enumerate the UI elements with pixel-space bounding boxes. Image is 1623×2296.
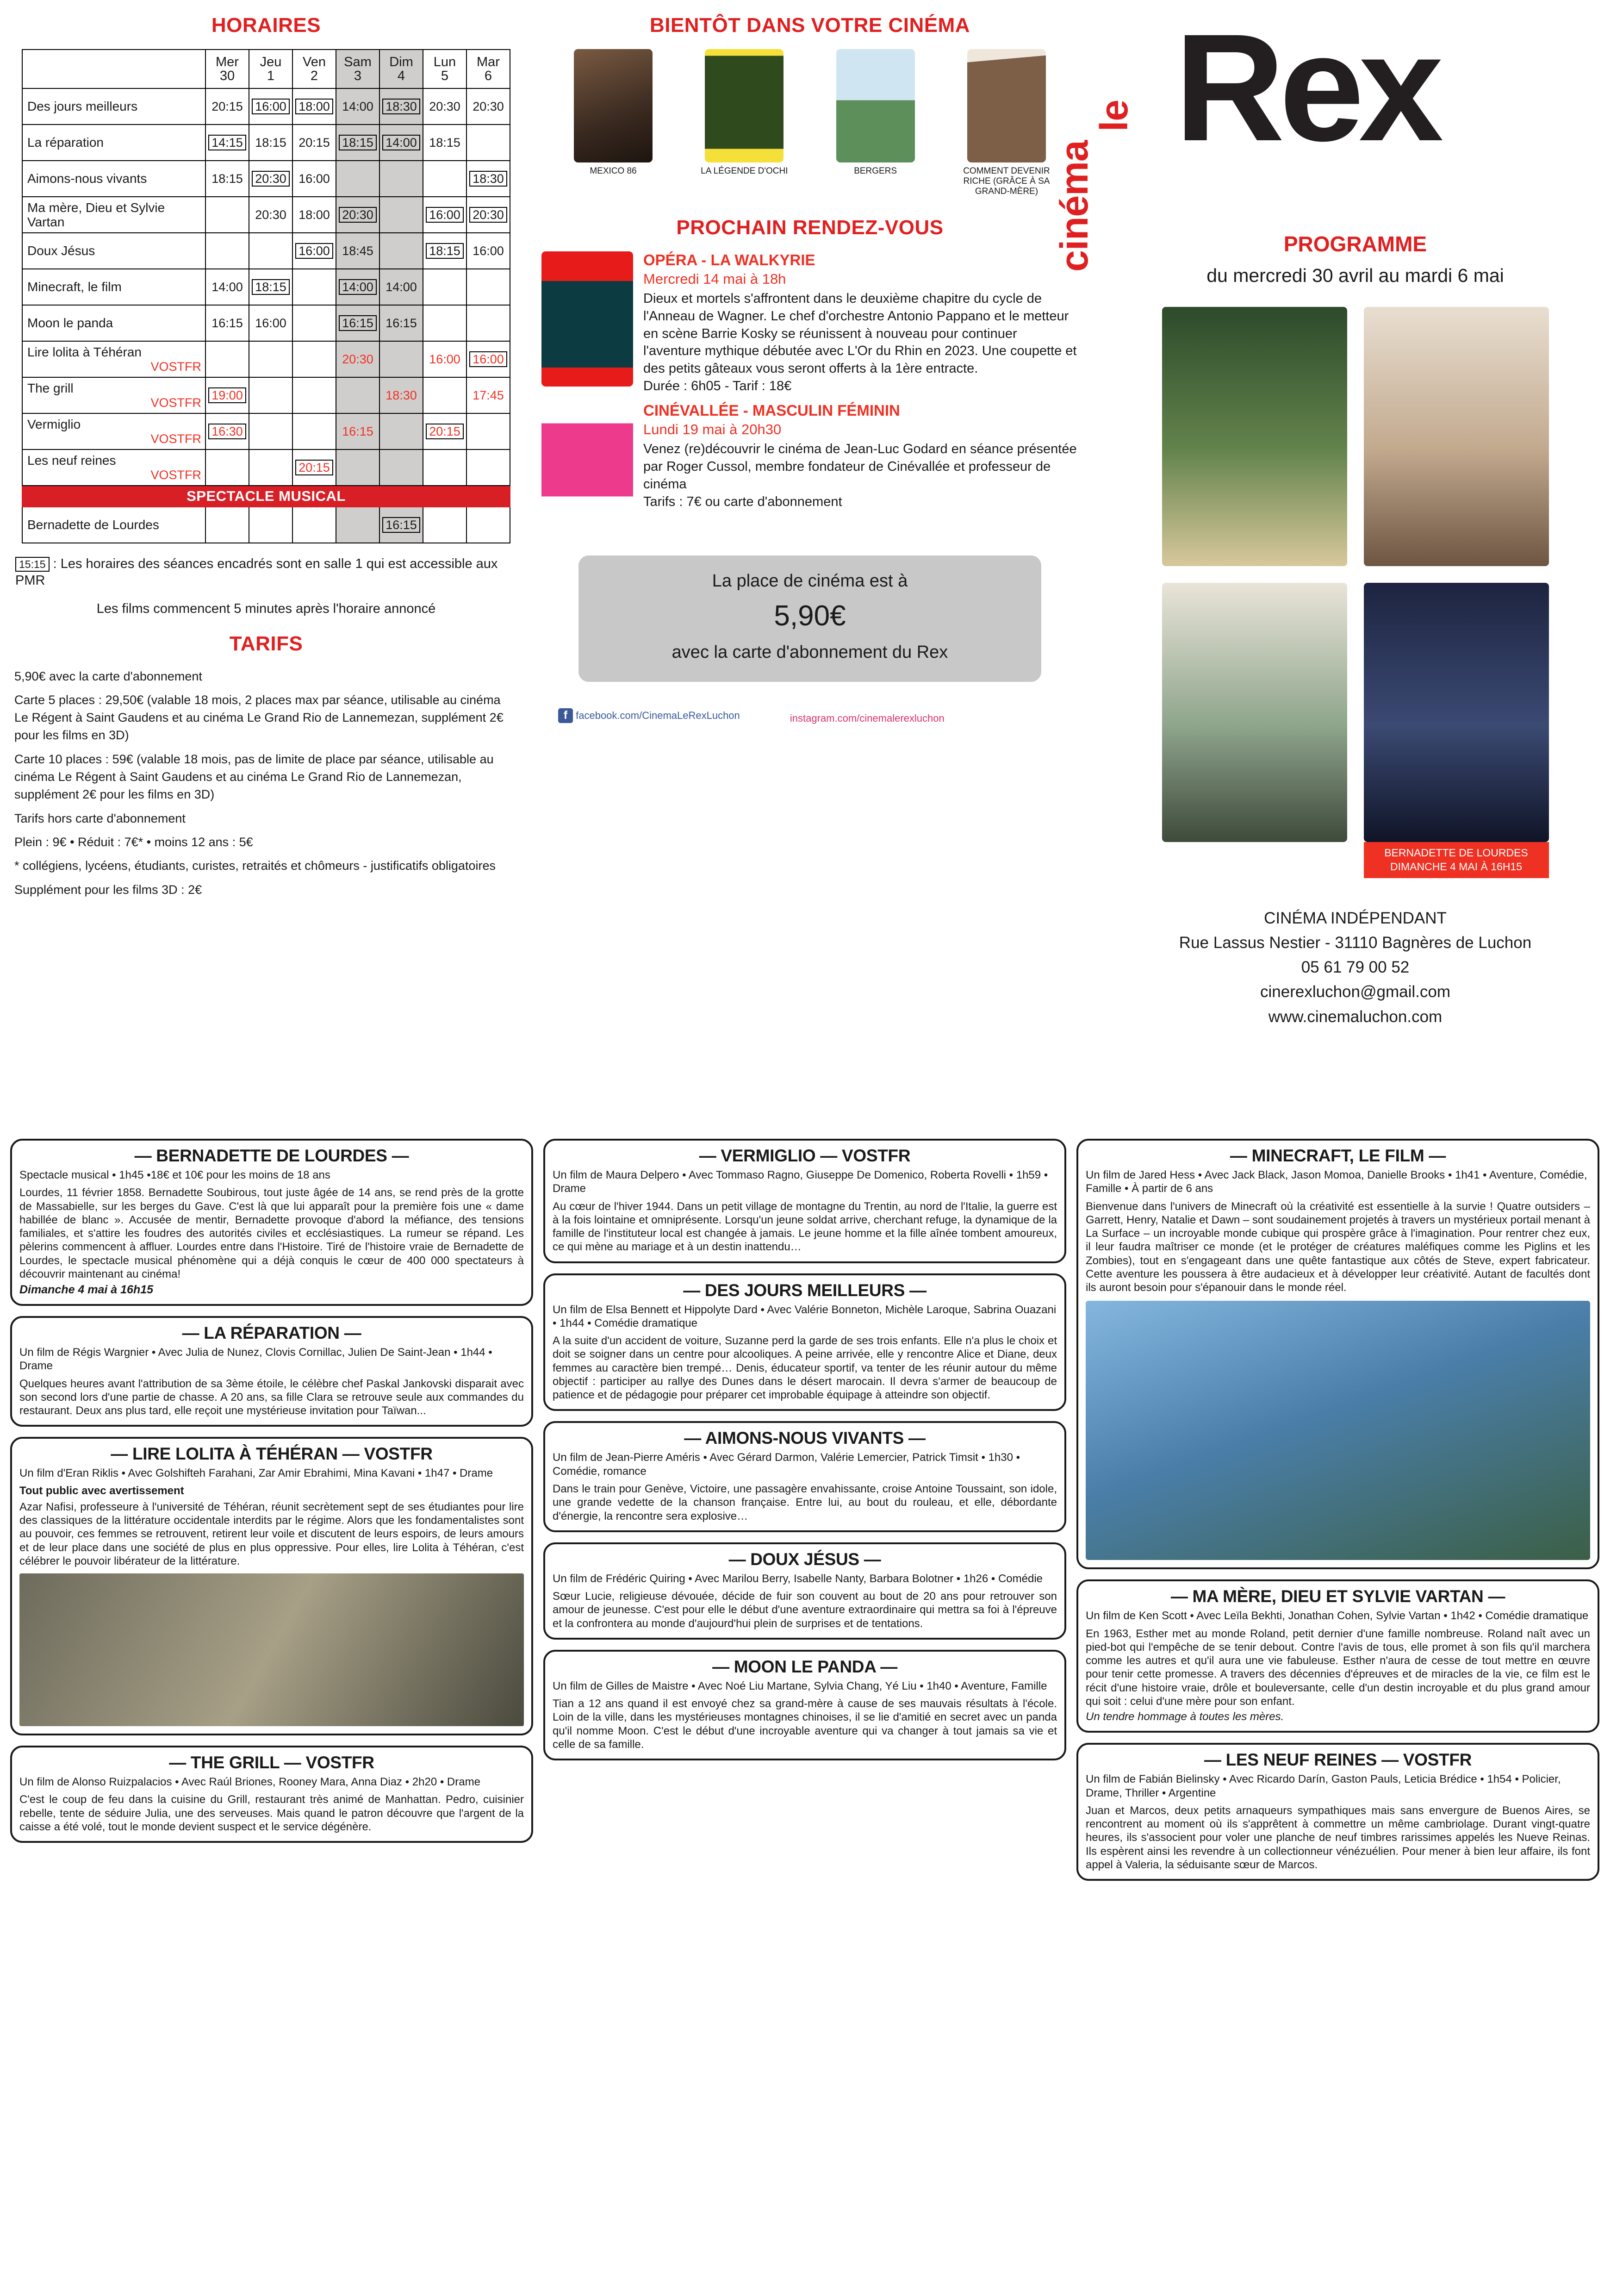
- schedule-time-cell: [379, 449, 423, 486]
- schedule-time-cell: [205, 197, 249, 233]
- schedule-time-cell: [249, 507, 292, 543]
- film-card-synopsis: Sœur Lucie, religieuse dévouée, décide de fuir son couvent au bout de 20 ans pour retrouver son amour de jeunesse. C'est pour elle le début d'une aventure extraordinaire qui mettra sa foi à l'épreuve et la confrontera au monde d'aujourd'hui plein de surprises et de tentations.: [553, 1590, 1057, 1630]
- schedule-film-name: Des jours meilleurs: [22, 88, 205, 125]
- film-card-vostfr-tag: VOSTFR: [364, 1444, 433, 1464]
- film-card-moon: [543, 1650, 1066, 1760]
- schedule-time-cell: 18:00: [292, 197, 336, 233]
- schedule-time-cell: [423, 507, 466, 543]
- schedule-row: [22, 341, 510, 377]
- schedule-time-cell: 16:00: [249, 305, 292, 341]
- event-description: Venez (re)découvrir le cinéma de Jean-Luc Godard en séance présentée par Roger Cussol, membre fondateur de Cinévallée et professeur de cinéma: [643, 442, 1077, 492]
- coming-soon-title: BIENTÔT DANS VOTRE CINÉMA: [649, 14, 970, 37]
- film-cards-col-2: [543, 1139, 1066, 1881]
- schedule-time-cell: 20:15: [292, 125, 336, 161]
- contact-email[interactable]: cinerexluchon@gmail.com: [1260, 983, 1450, 1001]
- schedule-film-name: Doux Jésus: [22, 233, 205, 269]
- schedule-time-cell: 14:00: [336, 269, 379, 305]
- contact-type: CINÉMA INDÉPENDANT: [1264, 909, 1447, 927]
- schedule-time-cell: [466, 449, 510, 486]
- film-card-aimons: [543, 1421, 1066, 1532]
- schedule-day-header: Sam 3: [336, 50, 379, 88]
- schedule-time-cell: 18:15: [423, 125, 466, 161]
- film-card-lolita: [10, 1437, 533, 1735]
- film-card-minecraft: [1076, 1139, 1599, 1569]
- schedule-time-cell: 16:00: [423, 197, 466, 233]
- instagram-handle: instagram.com/cinemalerexluchon: [790, 712, 945, 724]
- schedule-time-cell: [423, 161, 466, 197]
- film-card-meta: Un film de Ken Scott • Avec Leïla Bekhti, Jonathan Cohen, Sylvie Vartan • 1h42 • Comédie dramatique: [1086, 1610, 1589, 1622]
- tarif-line: Tarifs hors carte d'abonnement: [14, 811, 186, 825]
- film-card-meta: Un film de Jean-Pierre Améris • Avec Gérard Darmon, Valérie Lemercier, Patrick Timsit • 1h30 • Comédie, romance: [553, 1451, 1020, 1478]
- event-date: Lundi 19 mai à 20h30: [643, 421, 782, 438]
- film-card-title-text: — THE GRILL —: [169, 1753, 301, 1772]
- schedule-column: [0, 0, 532, 1139]
- film-card-meta: Un film de Régis Wargnier • Avec Julia de Nunez, Clovis Cornillac, Julien De Saint-Jean • 1h44 • Drame: [19, 1346, 492, 1373]
- schedule-time-cell: 16:15: [205, 305, 249, 341]
- schedule-time-cell: [249, 449, 292, 486]
- schedule-time-cell: 16:30: [205, 413, 249, 449]
- price-line-3: avec la carte d'abonnement du Rex: [672, 643, 948, 662]
- brand-column: [1052, 0, 1623, 1139]
- schedule-time-cell: [423, 305, 466, 341]
- schedule-time-cell: 20:30: [423, 88, 466, 125]
- contact-website[interactable]: www.cinemaluchon.com: [1268, 1007, 1443, 1026]
- schedule-film-name: Ma mère, Dieu et Sylvie Vartan: [22, 197, 205, 233]
- film-card-synopsis: En 1963, Esther met au monde Roland, petit dernier d'une famille nombreuse. Roland naît avec un pied-bot qui l'empêche de se tenir debout. Contre l'avis de tous, elle promet à son fils qu'il marchera comme les autres et qu'il aura une vie fabuleuse. Esther n'aura de cesse de tout mettre en œuvre pour tenir cette promesse. A travers des décennies d'épreuves et de miracles de la vie, ce film est le récit d'une histoire vraie, drôle et bouleversante, celle d'un destin incroyable et du plus grand amour qui soit : celui d'une mère pour son enfant.: [1086, 1627, 1590, 1708]
- film-card-vostfr-tag: VOSTFR: [305, 1753, 374, 1772]
- spectacle-header-row: [22, 486, 510, 507]
- film-card-meta: Un film de Maura Delpero • Avec Tommaso Ragno, Giuseppe De Domenico, Roberta Rovelli • 1h59 • Drame: [553, 1169, 1048, 1195]
- schedule-film-name: Minecraft, le film: [22, 269, 205, 305]
- film-card-title: — AIMONS-NOUS VIVANTS —: [684, 1429, 926, 1448]
- schedule-time-cell: [249, 233, 292, 269]
- tarifs-body: [12, 668, 521, 899]
- schedule-row: [22, 377, 510, 413]
- top-section: [0, 0, 1623, 1139]
- schedule-header-row: [22, 50, 510, 88]
- schedule-time-cell: 18:15: [423, 233, 466, 269]
- schedule-time-cell: 20:15: [423, 413, 466, 449]
- schedule-time-cell: 20:30: [336, 197, 379, 233]
- film-card-meta: Un film de Gilles de Maistre • Avec Noé Liu Martane, Sylvia Chang, Yé Liu • 1h40 • Aventure, Famille: [553, 1679, 1047, 1692]
- film-cards-col-3: [1076, 1139, 1599, 1881]
- pmr-sample-time: 15:15: [15, 557, 50, 572]
- schedule-time-cell: 18:15: [205, 161, 249, 197]
- film-cards-section: [0, 1139, 1623, 1881]
- logo-cinema-word: cinéma: [1052, 140, 1096, 272]
- schedule-day-header: Jeu 1: [249, 50, 292, 88]
- vostfr-label: VOSTFR: [150, 431, 201, 446]
- price-highlight-box: [578, 555, 1041, 682]
- schedule-time-cell: 16:15: [379, 305, 423, 341]
- schedule-day-header: Lun 5: [423, 50, 466, 88]
- schedule-time-cell: [379, 413, 423, 449]
- programme-label: PROGRAMME: [1283, 232, 1427, 256]
- contact-phone: 05 61 79 00 52: [1301, 958, 1410, 977]
- schedule-time-cell: 18:15: [336, 125, 379, 161]
- schedule-time-cell: [336, 507, 379, 543]
- film-card-title-text: — LES NEUF REINES —: [1204, 1750, 1399, 1770]
- pmr-note: [12, 555, 521, 589]
- schedule-time-cell: [205, 507, 249, 543]
- coming-soon-posters: [541, 49, 1078, 197]
- film-card-neufreines: [1076, 1743, 1599, 1881]
- film-card-synopsis: Au cœur de l'hiver 1944. Dans un petit village de montagne du Trentin, au nord de l'Italie, la guerre est à la fois lointaine et omniprésente. Lorsqu'un jeune soldat arrive, cherchant refuge, la dynamique de la famille de l'instituteur local est changée à jamais. Le jeune homme et la fille aînée tombent amoureux, ce qui mène au mariage et à un destin inattendu…: [553, 1200, 1057, 1254]
- schedule-time-cell: 20:15: [205, 88, 249, 125]
- schedule-time-cell: [205, 233, 249, 269]
- film-card-title: [19, 1753, 524, 1772]
- film-card-title: [1086, 1750, 1590, 1770]
- film-card-warning: Tout public avec avertissement: [19, 1484, 184, 1497]
- schedule-time-cell: [466, 269, 510, 305]
- schedule-time-cell: [379, 197, 423, 233]
- schedule-row: [22, 88, 510, 125]
- event-date: Mercredi 14 mai à 18h: [643, 270, 786, 287]
- schedule-time-cell: [379, 161, 423, 197]
- vostfr-label: VOSTFR: [150, 359, 201, 374]
- schedule-row: [22, 269, 510, 305]
- event-item: [541, 402, 1078, 537]
- film-card-synopsis: Quelques heures avant l'attribution de sa 3ème étoile, le célèbre chef Paskal Jankovski disparait avec son second lors d'une partie de chasse. A 20 ans, sa fille Clara se retrouve seule aux commandes du restaurant. Deux ans plus tard, elle reçoit une mystérieuse invitation pour Taïwan...: [19, 1377, 524, 1417]
- film-card-synopsis: Azar Nafisi, professeure à l'université de Téhéran, réunit secrètement sept de ses étudiantes pour lire des classiques de la littérature occidentale interdits par le régime. Alors que les fondamentalistes sont au pouvoir, ces femmes se retrouvent, retirent leur voile et discutent de leurs espoirs, de leurs amours et de leur place dans une société de plus en plus oppressive. Pour elles, lire Lolita à Téhéran, c'est célébrer le pouvoir libérateur de la littérature.: [19, 1500, 524, 1567]
- film-card-vostfr-tag: VOSTFR: [842, 1146, 911, 1165]
- event-extra: Durée : 6h05 - Tarif : 18€: [643, 379, 792, 394]
- schedule-film-name: The grill VOSTFR: [22, 377, 205, 413]
- schedule-time-cell: 14:00: [205, 269, 249, 305]
- schedule-row: [22, 305, 510, 341]
- contact-address: Rue Lassus Nestier - 31110 Bagnères de Luchon: [1179, 933, 1532, 952]
- tarif-line: Carte 5 places : 29,50€ (valable 18 mois, 2 places max par séance, utilisable au cinéma Le Régent à Saint Gaudens et au cinéma Le Grand Rio de Lannemezan, supplément 2€ pour les films en 3D): [14, 693, 504, 742]
- schedule-film-name: Bernadette de Lourdes: [22, 507, 205, 543]
- contact-block: [1097, 906, 1614, 1029]
- spectacle-header: SPECTACLE MUSICAL: [22, 486, 510, 507]
- schedule-time-cell: [423, 449, 466, 486]
- schedule-time-cell: 18:15: [249, 269, 292, 305]
- schedule-body: [22, 88, 510, 543]
- event-item: [541, 251, 1078, 396]
- logo-le-word: le: [1092, 100, 1136, 132]
- schedule-time-cell: 14:00: [336, 88, 379, 125]
- film-card-reparation: [10, 1316, 533, 1427]
- schedule-day-header: Mer 30: [205, 50, 249, 88]
- schedule-day-header: Mar 6: [466, 50, 510, 88]
- film-card-meta: Un film de Jared Hess • Avec Jack Black, Jason Momoa, Danielle Brooks • 1h41 • Aventure, Comédie, Famille • À partir de 6 ans: [1086, 1169, 1587, 1195]
- schedule-time-cell: 19:00: [205, 377, 249, 413]
- schedule-film-name: Lire lolita à Téhéran VOSTFR: [22, 341, 205, 377]
- schedule-time-cell: [379, 341, 423, 377]
- schedule-film-name: Vermiglio VOSTFR: [22, 413, 205, 449]
- schedule-time-cell: [292, 341, 336, 377]
- vostfr-label: VOSTFR: [150, 468, 201, 482]
- schedule-time-cell: 16:00: [423, 341, 466, 377]
- coming-soon-item[interactable]: [822, 49, 929, 176]
- schedule-time-cell: 20:30: [466, 88, 510, 125]
- poster-caption: BERGERS: [854, 166, 897, 176]
- schedule-film-name: Les neuf reines VOSTFR: [22, 449, 205, 486]
- schedule-day-header: Ven 2: [292, 50, 336, 88]
- start-note: Les films commencent 5 minutes après l'horaire annoncé: [96, 601, 436, 616]
- event-description: Dieux et mortels s'affrontent dans le deuxième chapitre du cycle de l'Anneau de Wagner. Le chef d'orchestre Antonio Pappano et le metteur en scène Barrie Kosky se réunissent à nouveau pour continuer l'aventure mythique débutée avec L'Or du Rhin en 2023. Une coupette et des petits gâteaux vous seront offerts à la 1ère entracte.: [643, 291, 1077, 376]
- tarif-line: Plein : 9€ • Réduit : 7€* • moins 12 ans : 5€: [14, 835, 253, 849]
- event-title: OPÉRA - LA WALKYRIE: [643, 251, 815, 268]
- schedule-film-name: La réparation: [22, 125, 205, 161]
- coming-soon-item[interactable]: [953, 49, 1060, 197]
- pmr-note-text: : Les horaires des séances encadrés sont en salle 1 qui est accessible aux PMR: [15, 556, 498, 588]
- poster-artwork: [1364, 583, 1549, 842]
- schedule-time-cell: [466, 305, 510, 341]
- poster-artwork: [705, 49, 784, 162]
- featured-poster[interactable]: [1162, 583, 1347, 878]
- events-column: [532, 0, 1088, 1139]
- poster-caption: LA LÉGENDE D'OCHI: [701, 166, 788, 176]
- featured-poster[interactable]: [1364, 307, 1549, 566]
- featured-poster[interactable]: [1162, 307, 1347, 566]
- film-card-synopsis: Lourdes, 11 février 1858. Bernadette Soubirous, tout juste âgée de 14 ans, se rend près de la grotte de Massabielle, sur les berges du Gave. C'est là que lui apparaît pour la première fois une « dame habillée de blanc ». Accusée de mentir, Bernadette provoque d'abord la méfiance, des tensions familiales, et s'attire les foudres des autorités civiles et ecclésiastiques. La rumeur se répand. Les pèlerins commencent à affluer. Lourdes entre dans l'Histoire. Tiré de l'histoire vraie de Bernadette de Lourdes, le spectacle musical phénomène qui a déjà conquis le cœur de 400 000 spectateurs à découvrir maintenant au cinéma!: [19, 1186, 524, 1280]
- film-card-meta: Spectacle musical • 1h45 •18€ et 10€ pour les moins de 18 ans: [19, 1169, 330, 1181]
- film-card-meta: Un film de Frédéric Quiring • Avec Marilou Berry, Isabelle Nanty, Barbara Bolotner • 1h26 • Comédie: [553, 1572, 1043, 1585]
- schedule-time-cell: 16:00: [466, 341, 510, 377]
- film-card-mamere: [1076, 1579, 1599, 1733]
- film-card-title: — BERNADETTE DE LOURDES —: [134, 1146, 409, 1165]
- poster-artwork: [1162, 307, 1347, 566]
- film-card-grill: [10, 1746, 533, 1843]
- schedule-time-cell: 18:15: [249, 125, 292, 161]
- schedule-title: HORAIRES: [211, 14, 321, 37]
- event-extra: Tarifs : 7€ ou carte d'abonnement: [643, 494, 842, 510]
- film-card-still: [1086, 1301, 1590, 1560]
- schedule-day-header: Dim 4: [379, 50, 423, 88]
- event-poster: [541, 251, 633, 387]
- film-card-vostfr-tag: VOSTFR: [1403, 1750, 1472, 1770]
- film-card-vermiglio: [543, 1139, 1066, 1263]
- schedule-time-cell: 16:15: [336, 305, 379, 341]
- schedule-time-cell: [336, 377, 379, 413]
- schedule-time-cell: 16:00: [292, 233, 336, 269]
- schedule-time-cell: 18:30: [466, 161, 510, 197]
- schedule-time-cell: 16:00: [249, 88, 292, 125]
- facebook-handle: facebook.com/CinemaLeRexLuchon: [576, 710, 740, 722]
- schedule-row: [22, 413, 510, 449]
- instagram-link[interactable]: [772, 707, 945, 724]
- film-card-synopsis: C'est le coup de feu dans la cuisine du Grill, restaurant très animé de Manhattan. Pedro, cuisinier rebelle, tente de séduire Julia, une des serveuses. Mais quand le patron découvre que l'argent de la caisse a été volé, tout le monde devient suspect et le service dégénère.: [19, 1793, 524, 1833]
- events-title: PROCHAIN RENDEZ-VOUS: [676, 216, 944, 239]
- schedule-row: [22, 233, 510, 269]
- poster-artwork: [1364, 307, 1549, 566]
- schedule-time-cell: 17:45: [466, 377, 510, 413]
- film-card-meta: Un film de Alonso Ruizpalacios • Avec Raúl Briones, Rooney Mara, Anna Diaz • 2h20 • Drame: [19, 1776, 480, 1789]
- featured-posters: [1097, 307, 1614, 878]
- film-card-title: — MA MÈRE, DIEU ET SYLVIE VARTAN —: [1170, 1587, 1505, 1606]
- instagram-icon: [772, 707, 787, 722]
- schedule-time-cell: 20:30: [466, 197, 510, 233]
- schedule-time-cell: [423, 377, 466, 413]
- schedule-film-name: Aimons-nous vivants: [22, 161, 205, 197]
- schedule-table: [22, 49, 510, 543]
- schedule-time-cell: 20:30: [336, 341, 379, 377]
- film-card-showtime: Dimanche 4 mai à 16h15: [19, 1283, 154, 1297]
- schedule-time-cell: 14:00: [379, 125, 423, 161]
- film-card-title: — MINECRAFT, LE FILM —: [1230, 1146, 1446, 1165]
- film-card-doux: [543, 1542, 1066, 1640]
- film-card-title: [19, 1444, 524, 1464]
- film-card-meta: Un film de Elsa Bennett et Hippolyte Dard • Avec Valérie Bonneton, Michèle Laroque, Sabrina Ouazani • 1h44 • Comédie dramatique: [553, 1303, 1057, 1329]
- film-card-title-text: — VERMIGLIO —: [699, 1146, 838, 1165]
- schedule-time-cell: [249, 341, 292, 377]
- film-card-title: — DES JOURS MEILLEURS —: [683, 1280, 927, 1300]
- schedule-time-cell: [292, 413, 336, 449]
- schedule-time-cell: [205, 341, 249, 377]
- film-card-synopsis: Tian a 12 ans quand il est envoyé chez sa grand-mère à cause de ses mauvais résultats à l'école. Loin de la ville, dans les mystérieuses montagnes chinoises, il se lie d'amitié en secret avec un panda qu'il nomme Moon. C'est le début d'une incroyable aventure qui va changer à tout jamais sa vie et celle de sa famille.: [553, 1697, 1057, 1751]
- film-card-meta: Un film d'Eran Riklis • Avec Golshifteh Farahani, Zar Amir Ebrahimi, Mina Kavani • 1h47 • Drame: [19, 1467, 493, 1480]
- poster-artwork: [967, 49, 1046, 162]
- schedule-time-cell: 20:15: [292, 449, 336, 486]
- facebook-link[interactable]: [558, 708, 740, 723]
- schedule-row: [22, 197, 510, 233]
- schedule-row: [22, 161, 510, 197]
- schedule-time-cell: [423, 269, 466, 305]
- events-list: [541, 251, 1078, 537]
- schedule-time-cell: 16:15: [336, 413, 379, 449]
- schedule-time-cell: 20:30: [249, 197, 292, 233]
- schedule-time-cell: [292, 305, 336, 341]
- schedule-time-cell: [292, 507, 336, 543]
- tarifs-title: TARIFS: [229, 632, 303, 655]
- tarif-line: Carte 10 places : 59€ (valable 18 mois, pas de limite de place par séance, utilisable au cinéma Le Régent à Saint Gaudens et au cinéma Le Grand Rio de Lannemezan, supplément 2€ pour les films en 3D): [14, 752, 494, 802]
- schedule-time-cell: [466, 507, 510, 543]
- schedule-time-cell: [249, 377, 292, 413]
- schedule-time-cell: 20:30: [249, 161, 292, 197]
- film-card-title: [553, 1146, 1057, 1166]
- featured-poster[interactable]: [1364, 583, 1549, 878]
- film-cards-col-1: [10, 1139, 533, 1881]
- event-poster: [541, 402, 633, 537]
- schedule-time-cell: [379, 233, 423, 269]
- schedule-time-cell: 18:45: [336, 233, 379, 269]
- film-card-bernadette: [10, 1139, 533, 1306]
- poster-badge: BERNADETTE DE LOURDES DIMANCHE 4 MAI À 16H15: [1364, 842, 1549, 878]
- film-card-synopsis: A la suite d'un accident de voiture, Suzanne perd la garde de ses trois enfants. Elle n'a plus le choix et doit se soigner dans un centre pour alcooliques. A peine arrivée, elle y rencontre Alice et Diane, deux femmes au caractère bien trempé… Denis, éducateur sportif, va tenter de les réunir autour du même objectif : participer au rallye des Dunes dans le désert marocain. Il devra s'armer de beaucoup de patience et de pédagogie pour préparer cet improbable équipage à atteindre son objectif.: [553, 1335, 1057, 1402]
- schedule-time-cell: 16:15: [379, 507, 423, 543]
- poster-caption: COMMENT DEVENIR RICHE (GRÂCE À SA GRAND-MÈRE): [963, 166, 1050, 196]
- tarif-line: 5,90€ avec la carte d'abonnement: [14, 669, 202, 683]
- coming-soon-item[interactable]: [560, 49, 666, 176]
- facebook-icon: f: [558, 708, 573, 723]
- schedule-time-cell: 14:15: [205, 125, 249, 161]
- schedule-time-cell: 18:30: [379, 88, 423, 125]
- vostfr-label: VOSTFR: [150, 395, 201, 410]
- tarif-line: Supplément pour les films 3D : 2€: [14, 882, 202, 897]
- film-card-desjours: [543, 1273, 1066, 1411]
- film-card-title: — DOUX JÉSUS —: [728, 1549, 881, 1569]
- film-card-tagline: Un tendre hommage à toutes les mères.: [1086, 1710, 1284, 1723]
- schedule-time-cell: 14:00: [379, 269, 423, 305]
- price-amount: 5,90€: [774, 600, 846, 632]
- schedule-time-cell: 16:00: [466, 233, 510, 269]
- poster-caption: MEXICO 86: [590, 166, 637, 176]
- schedule-time-cell: [336, 161, 379, 197]
- programme-dates: du mercredi 30 avril au mardi 6 mai: [1206, 265, 1504, 286]
- schedule-time-cell: [336, 449, 379, 486]
- schedule-time-cell: [292, 269, 336, 305]
- schedule-time-cell: [249, 413, 292, 449]
- film-card-title: — MOON LE PANDA —: [712, 1657, 897, 1676]
- schedule-time-cell: [205, 449, 249, 486]
- social-links: [541, 707, 1078, 724]
- film-card-title-text: — LIRE LOLITA À TÉHÉRAN —: [111, 1444, 360, 1464]
- film-card-synopsis: Bienvenue dans l'univers de Minecraft où la créativité est essentielle à la survie ! Quatre outsiders – Garrett, Henry, Natalie et Dawn – sont soudainement projetés à travers un mystérieux portail menant à La Surface – un incroyable monde cubique qui prospère grâce à l'imagination. Pour rentrer chez eux, il leur faudra maîtriser ce monde (et le protéger de créatures maléfiques comme les Piglins et les Zombies), tout en s'engageant dans une quête fantastique aux côtés de Steve, expert fabricateur. Cette aventure les poussera à être audacieux et à développer leur créativité. Autant de facultés dont ils auront besoin pour s'épanouir dans le monde réel.: [1086, 1200, 1590, 1294]
- film-card-meta: Un film de Fabián Bielinsky • Avec Ricardo Darín, Gaston Pauls, Leticia Brédice • 1h54 • Policier, Drame, Thriller • Argentine: [1086, 1773, 1561, 1799]
- price-line-1: La place de cinéma est à: [712, 571, 908, 591]
- film-card-synopsis: Juan et Marcos, deux petits arnaqueurs sympathiques mais sans envergure de Buenos Aires, se rencontrent au moment où ils s'apprêtent à commettre un même cambriolage. Durant vingt-quatre heures, ils s'associent pour voler une planche de neuf timbres rarissimes appelés les Nueve Reinas. Ils espèrent ainsi les revendre à un collectionneur vénézuélien. Pour mener à bien leur affaire, ils font appel à Valeria, la séduisante sœur de Marcos.: [1086, 1804, 1590, 1871]
- poster-artwork: [1162, 583, 1347, 842]
- schedule-row: [22, 449, 510, 486]
- schedule-time-cell: 16:00: [292, 161, 336, 197]
- schedule-corner: [22, 50, 205, 88]
- poster-artwork: [836, 49, 915, 162]
- film-card-still: [19, 1573, 524, 1726]
- schedule-row: [22, 125, 510, 161]
- film-card-synopsis: Dans le train pour Genève, Victoire, une passagère envahissante, croise Antoine Toussaint, son idole, une grande vedette de la chanson française. Entre lui, au bout du rouleau, et elle, débordante d'énergie, la rencontre sera explosive…: [553, 1482, 1057, 1522]
- schedule-time-cell: [466, 413, 510, 449]
- schedule-time-cell: [292, 377, 336, 413]
- schedule-row: [22, 507, 510, 543]
- logo-rex-word: Rex: [1175, 2, 1438, 173]
- coming-soon-item[interactable]: [691, 49, 797, 176]
- poster-artwork: [574, 49, 653, 162]
- schedule-time-cell: [466, 125, 510, 161]
- schedule-time-cell: 18:00: [292, 88, 336, 125]
- event-title: CINÉVALLÉE - MASCULIN FÉMININ: [643, 402, 900, 419]
- film-card-title: — LA RÉPARATION —: [182, 1323, 361, 1343]
- schedule-film-name: Moon le panda: [22, 305, 205, 341]
- tarif-line: * collégiens, lycéens, étudiants, curistes, retraités et chômeurs - justificatifs obligatoires: [14, 859, 496, 873]
- schedule-time-cell: 18:30: [379, 377, 423, 413]
